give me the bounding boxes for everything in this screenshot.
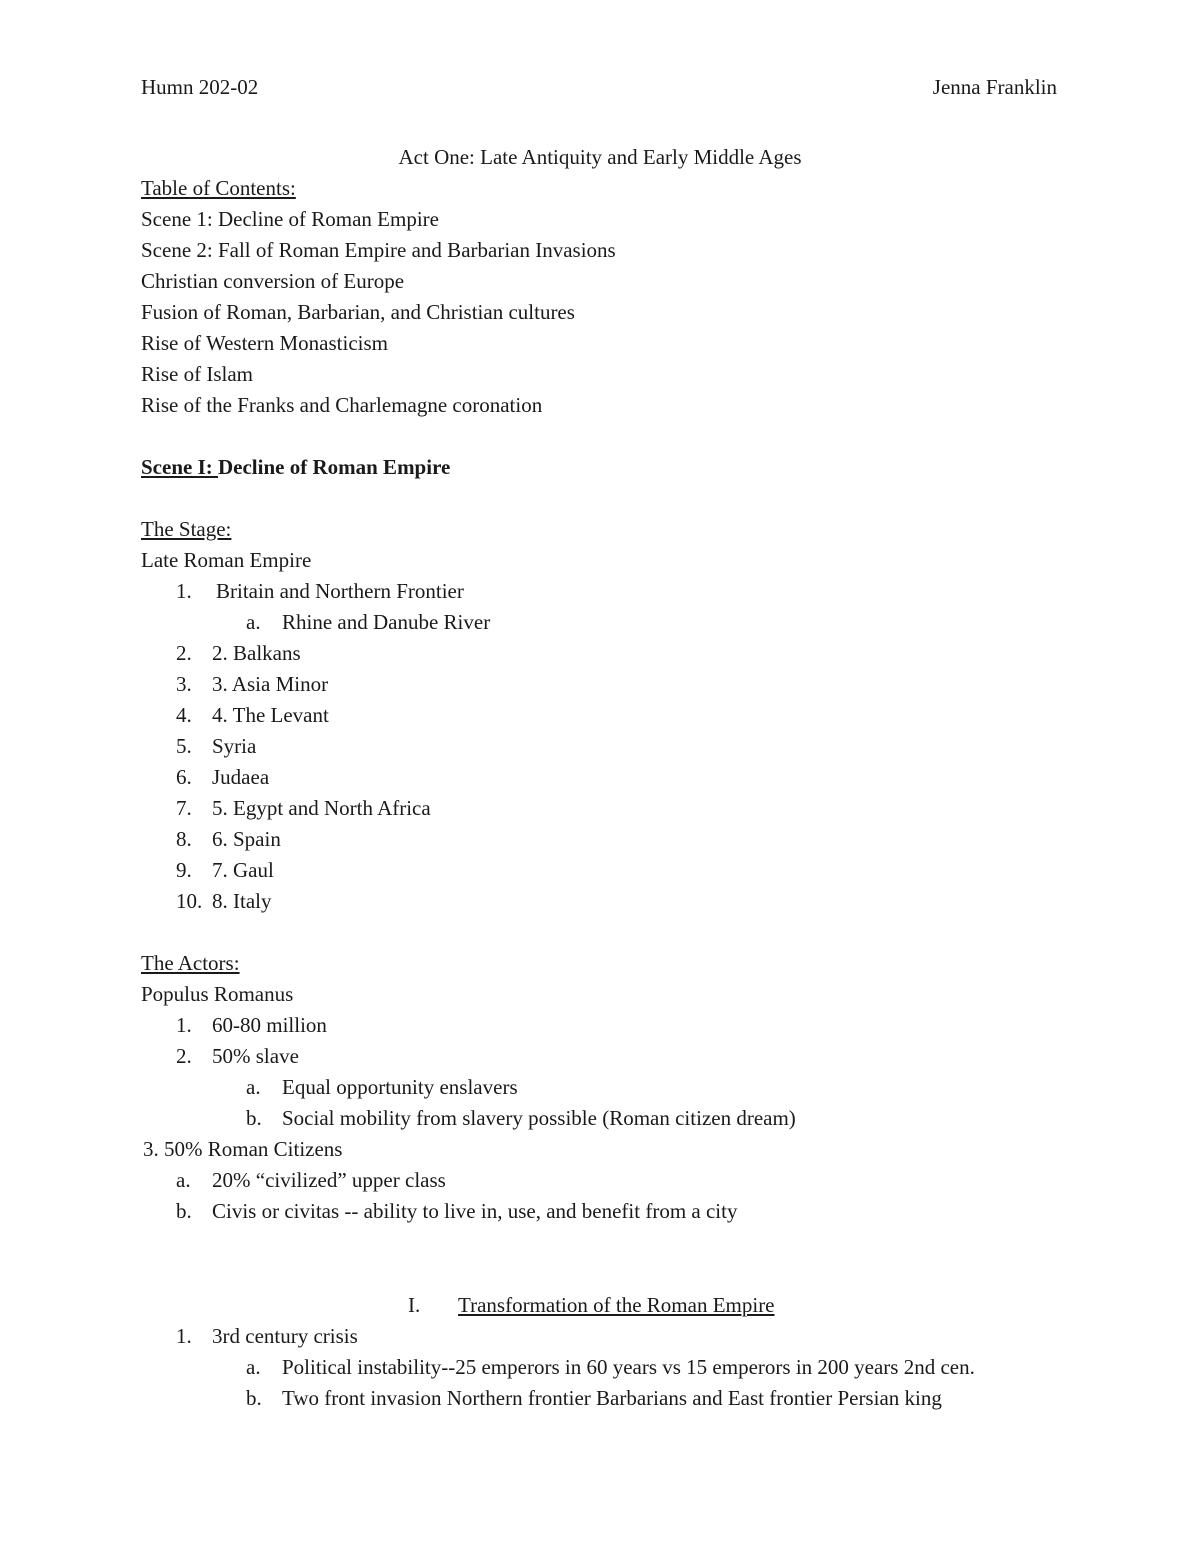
list-number: 6. [176, 765, 192, 789]
list-item: 4. The Levant [212, 703, 329, 727]
section-title: Transformation of the Roman Empire [458, 1293, 775, 1317]
list-number: 5. [176, 734, 192, 758]
toc-item: Rise of Western Monasticism [141, 331, 388, 355]
list-number: 2. [176, 1044, 192, 1068]
scene-heading-prefix: Scene I: [141, 455, 218, 479]
list-item: Political instability--25 emperors in 60 years vs 15 emperors in 200 years 2nd cen. [282, 1355, 975, 1379]
list-item: 60-80 million [212, 1013, 327, 1037]
list-number: 9. [176, 858, 192, 882]
list-letter: b. [176, 1199, 192, 1223]
list-number: 10. [176, 889, 203, 913]
scene-heading-title: Decline of Roman Empire [218, 455, 451, 479]
list-item: Britain and Northern Frontier [216, 579, 464, 603]
list-number: 2. [176, 641, 192, 665]
header-author: Jenna Franklin [932, 75, 1057, 99]
list-item: Two front invasion Northern frontier Barbarians and East frontier Persian king [282, 1386, 942, 1410]
actors-subheading: Populus Romanus [141, 982, 294, 1006]
list-item: Judaea [212, 765, 270, 789]
actors-heading: The Actors: [141, 951, 240, 975]
list-item: 6. Spain [212, 827, 281, 851]
list-item: 50% slave [212, 1044, 299, 1068]
list-number: 4. [176, 703, 192, 727]
list-letter: b. [246, 1386, 262, 1410]
list-letter: a. [176, 1168, 191, 1192]
list-item: Syria [212, 734, 257, 758]
citizens-line: 3. 50% Roman Citizens [143, 1137, 343, 1161]
toc-item: Christian conversion of Europe [141, 269, 405, 293]
list-letter: a. [246, 1355, 261, 1379]
list-number: 8. [176, 827, 192, 851]
list-item: Rhine and Danube River [282, 610, 491, 634]
toc-item: Scene 2: Fall of Roman Empire and Barbarian Invasions [141, 238, 616, 262]
list-item: 3. Asia Minor [212, 672, 329, 696]
stage-subheading: Late Roman Empire [141, 548, 312, 572]
list-number: 1. [176, 579, 192, 603]
stage-heading: The Stage: [141, 517, 232, 541]
list-number: 7. [176, 796, 192, 820]
list-item: 8. Italy [212, 889, 272, 913]
toc-heading: Table of Contents: [141, 176, 296, 200]
list-item: Equal opportunity enslavers [282, 1075, 518, 1099]
list-item: 5. Egypt and North Africa [212, 796, 431, 820]
list-letter: a. [246, 610, 261, 634]
header-course: Humn 202-02 [141, 75, 259, 99]
list-item: 2. Balkans [212, 641, 301, 665]
toc-item: Scene 1: Decline of Roman Empire [141, 207, 439, 231]
list-item: Civis or civitas -- ability to live in, use, and benefit from a city [212, 1199, 738, 1223]
list-number: 3. [176, 672, 192, 696]
list-letter: a. [246, 1075, 261, 1099]
list-number: 1. [176, 1013, 192, 1037]
document-title: Act One: Late Antiquity and Early Middle Ages [398, 145, 802, 169]
toc-item: Rise of the Franks and Charlemagne coronation [141, 393, 543, 417]
toc-item: Rise of Islam [141, 362, 253, 386]
section-numeral: I. [408, 1293, 421, 1317]
list-item: 7. Gaul [212, 858, 274, 882]
toc-item: Fusion of Roman, Barbarian, and Christian cultures [141, 300, 575, 324]
scene-heading [141, 453, 450, 481]
list-item: Social mobility from slavery possible (Roman citizen dream) [282, 1106, 796, 1130]
list-item: 3rd century crisis [212, 1324, 358, 1348]
list-item: 20% “civilized” upper class [212, 1168, 446, 1192]
list-letter: b. [246, 1106, 262, 1130]
list-number: 1. [176, 1324, 192, 1348]
